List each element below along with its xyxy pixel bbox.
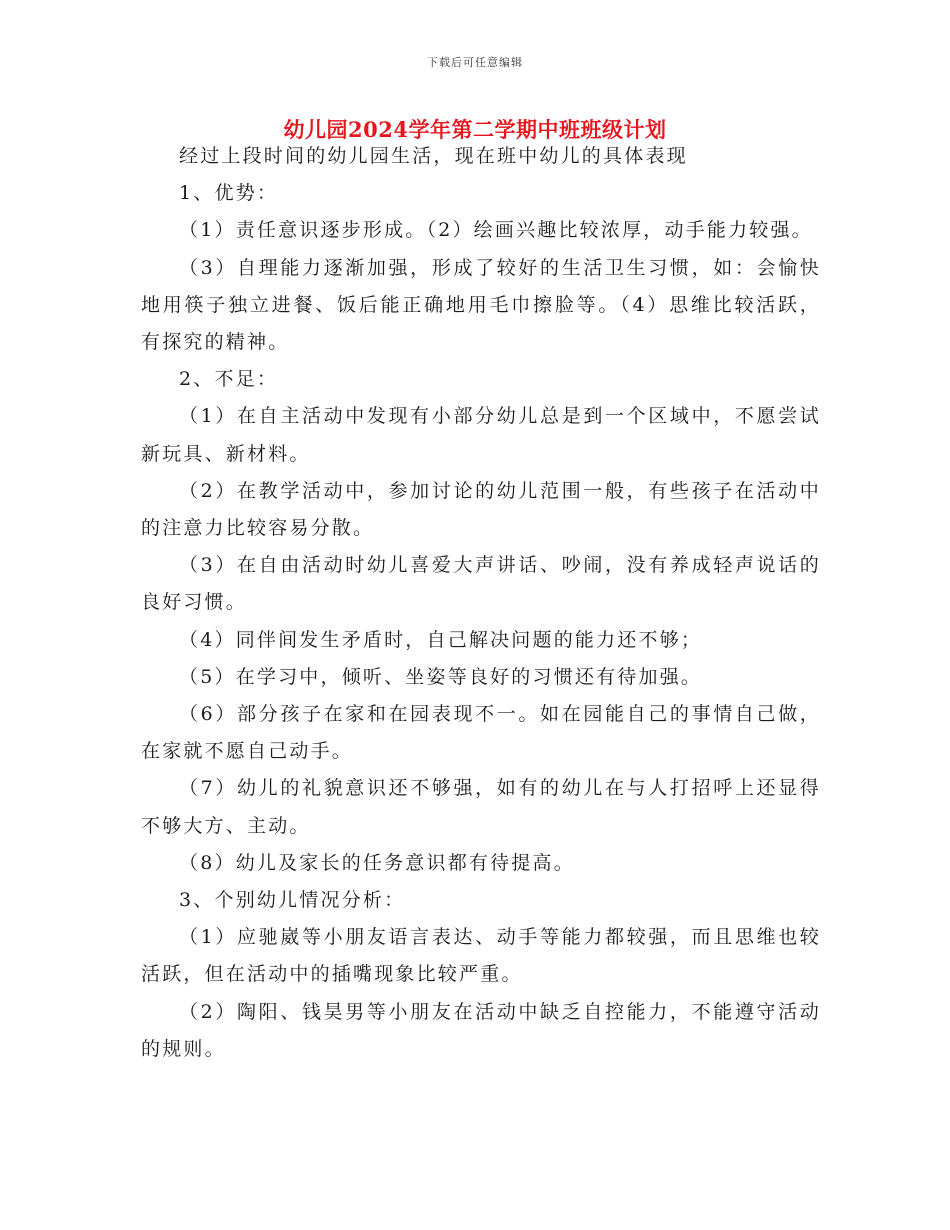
paragraph: 3、个别幼儿情况分析： [179,889,406,912]
document-body [141,138,821,1068]
paragraph: （1）责任意识逐步形成。（2）绘画兴趣比较浓厚，动手能力较强。 [179,219,813,242]
paragraph: 1、优势： [179,182,279,205]
paragraph: 经过上段时间的幼儿园生活，现在班中幼儿的具体表现 [179,145,688,167]
paragraph: （1）在自主活动中发现有小部分幼儿总是到一个区域中，不愿尝试新玩具、新材料。 [141,405,821,465]
header-note: 下载后可任意编辑 [427,56,523,69]
paragraph: （3）在自由活动时幼儿喜爱大声讲话、吵闹，没有养成轻声说话的良好习惯。 [141,554,821,614]
document-title: 幼儿园2024学年第二学期中班班级计划 [283,117,667,142]
paragraph: （5）在学习中，倾听、坐姿等良好的习惯还有待加强。 [179,665,703,688]
paragraph: （1）应驰崴等小朋友语言表达、动手等能力都较强，而且思维也较活跃，但在活动中的插嘴现象比较严重。 [141,926,821,986]
paragraph: （8）幼儿及家长的任务意识都有待提高。 [179,851,575,874]
paragraph: （6）部分孩子在家和在园表现不一。如在园能自己的事情自己做，在家就不愿自己动手。 [141,703,821,763]
paragraph: 2、不足： [179,368,279,391]
paragraph: （4）同伴间发生矛盾时，自己解决问题的能力还不够； [179,628,703,651]
paragraph: （2）陶阳、钱昊男等小朋友在活动中缺乏自控能力，不能遵守活动的规则。 [141,1000,821,1060]
paragraph: （7）幼儿的礼貌意识还不够强，如有的幼儿在与人打招呼上还显得不够大方、主动。 [141,777,821,837]
paragraph: （3）自理能力逐渐加强，形成了较好的生活卫生习惯，如：会愉快地用筷子独立进餐、饭后能正确地用毛巾擦脸等。（4）思维比较活跃，有探究的精神。 [141,256,821,354]
paragraph: （2）在教学活动中，参加讨论的幼儿范围一般，有些孩子在活动中的注意力比较容易分散。 [141,479,821,540]
